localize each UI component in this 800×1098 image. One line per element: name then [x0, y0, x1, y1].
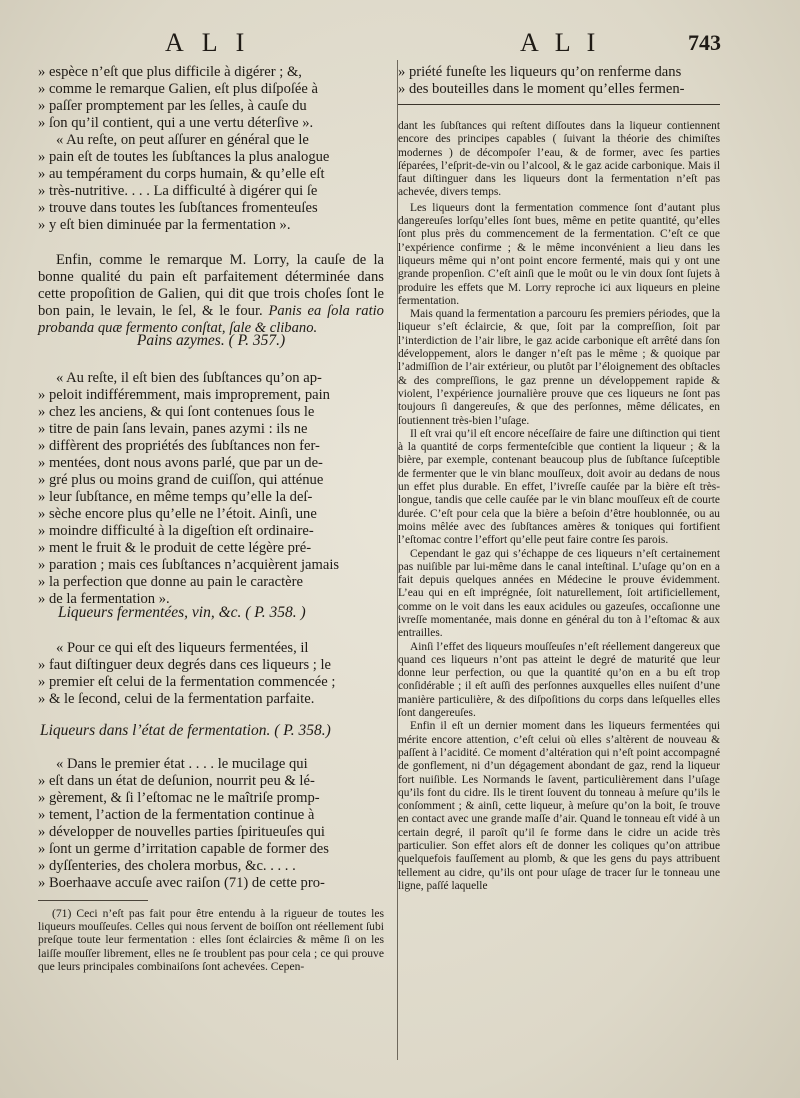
quote-liqueurs-fermentees	[38, 640, 384, 708]
footnote-block	[38, 900, 384, 973]
commentary-paragraph: Cependant le gaz qui s’échappe de ces liqueurs n’eſt certainement pas nuiſible par lui-même dans le canal inteſtinal. L’uſage qu’on en a fait depuis quelques années en Médecine le prouve évidemment. L’eau qui en eſt imprégnée, ſoit naturellement, ſoit artificiellement, comme on le voit dans les eaux acidules ou gazeuſes, occaſionne une ivreſſe momentanée, mais donne en général du ton à l’eſtomac & aux entrailles.	[398, 547, 720, 640]
paragraph-text: Enfin, comme le remarque M. Lorry, la cauſe de la bonne qualité du pain eſt parfaitement déterminée dans cette propoſition de Galien, qui dit que trois choſes ſont le bon pain, le levain, le ſel, & le four.	[38, 252, 384, 319]
footnote-cont-text: dant les ſubſtances qui reſtent diſſoutes dans la liqueur contiennent encore des principes capables ( ſuivant la théorie des chimiſtes modernes ) de décompoſer l’eau, & de former, avec ſes parties ſéparées, l’eſprit-de-vin ou l’alcool, & le gaz acide carbonique. Mais il faut diſtinguer dans les liqueurs dont la fermentation n’eſt pas achevée, divers temps.	[398, 120, 720, 199]
text-line: » gèrement, & ſi l’eſtomac ne le maîtriſe promp-	[38, 790, 320, 806]
footnote-rule	[38, 900, 148, 901]
text-line: » la perfection que donne au pain le caractère	[38, 574, 303, 590]
text-line: « Dans le premier état . . . . le mucilage qui	[56, 756, 308, 772]
text-line: » développer de nouvelles parties ſpiritueuſes qui	[38, 824, 325, 840]
commentary-paragraph: Enfin il eſt un dernier moment dans les liqueurs fermentées qui mérite encore attention, c’eſt celui où elles s’altèrent de nouveau & paſſent à l’acidité. Ce moment d’altération qui n’eſt point accompagné de gonflement, ni d’un dégagement abondant de gaz, rend la liqueur fort nuiſible. Les Normands le ſavent, particulièrement dans l’uſage qu’ils font du cidre. Ils le tirent ſouvent du tonneau à meſure qu’ils le conſomment ; & ainſi, cette liqueur, à meſure qu’on la boit, ſe trouve en contact avec une grande maſſe d’air. Quand le tonneau eſt vidé à un certain degré, il paroît qu’il ſe forme dans le cidre un acide très particulier. Son effet alors eſt de donner les coliques qu’on attribue quelquefois fauſſement au plomb, & que les gens du pays attribuent tellement au cidre, qu’ils ont pour uſage de tracer ſur le tonneau une ligne, paſſé laquelle	[398, 720, 720, 892]
text-line: » très-nutritive. . . . La difficulté à digérer qui ſe	[38, 183, 318, 199]
header-right-title: ALI	[520, 28, 612, 57]
footnote-separator	[398, 104, 720, 105]
commentary-paragraph: Mais quand la fermentation a parcouru ſes premiers périodes, que la liqueur s’eſt éclaircie, & que, ſoit par la compreſſion, ſoit par l’interdiction de l’air libre, le gaz acide carbonique eſt arrêté dans ſon développement, alors le danger n’eſt pas le même ; & quoique par l’admiſſion de l’air extérieur, ou plutôt par l’éloignement des obſtacles & des compreſſions, le gaz prenne un développement rapide & violent, l’expérience journalière prouve que ces liqueurs ne ſont pas toujours ſi dangereuſes, & que des perſonnes, même délicates, en ſoutiennent très-bien l’uſage.	[398, 308, 720, 427]
latin-quote: Panis ea ſola ratio probanda quæ fermento conſtat, ſale & clibano.	[38, 303, 384, 336]
text-line: » dyſſenteries, des cholera morbus, &c. . . . .	[38, 858, 296, 874]
text-line: » ſon qu’il contient, qui a une vertu déterſive ».	[38, 115, 314, 131]
text-line: » & le ſecond, celui de la fermentation parfaite.	[38, 691, 315, 707]
text-line: » des bouteilles dans le moment qu’elles fermen-	[398, 81, 685, 97]
text-line: » tement, l’action de la fermentation continue à	[38, 807, 315, 823]
section-heading-pains-azymes: Pains azymes. ( P. 357.)	[136, 332, 286, 349]
header-left-title: ALI	[165, 28, 263, 57]
commentary-paragraph: Il eſt vrai qu’il eſt encore néceſſaire de faire une diſtinction qui tient à la quantité de corps fermenteſcible que contient la liqueur ; & la bière, par exemple, contenant beaucoup plus de ſubſtance ſuſceptible de fermenter que le vin blanc mouſſeux, doit avoir au dedans de nous un effet plus durable. En effet, l’ivreſſe cauſée par la bière eſt très-longue, tandis que celle cauſée par le vin blanc mouſſeux eſt de courte durée. C’eſt pour cela que la bière a beſoin d’être houblonnée, ou au moins mêlée avec des ſubſtances amères & toniques qui fortifient l’eſtomac contre l’effort qu’elle peut faire contre ſes parois.	[398, 427, 720, 547]
text-line: « Au reſte, il eſt bien des ſubſtances qu’on ap-	[56, 370, 322, 386]
text-line: » comme le remarque Galien, eſt plus diſpoſée à	[38, 81, 319, 97]
section-heading-liqueurs-fermentees: Liqueurs fermentées, vin, &c. ( P. 358. )	[58, 604, 306, 621]
quote-etat-fermentation	[38, 756, 384, 892]
running-header	[0, 22, 800, 62]
text-line: » ſont un germe d’irritation capable de former des	[38, 841, 329, 857]
quote-galien	[38, 64, 384, 234]
text-line: » trouve dans toutes les ſubſtances fromenteuſes	[38, 200, 318, 216]
commentary-paragraph: Ainſi l’effet des liqueurs mouſſeuſes n’eſt réellement dangereux que quand ces liqueurs n’ont pas atteint le degré de maturité que leur donne leur perfection, ou que la quantité qu’on en a bu eſt trop conſidérable ; il eſt auſſi des perſonnes auxquelles elles nuiſent d’une manière particulière, & des diſpoſitions du corps dans leſquelles elles ſont dangereuſes.	[398, 640, 720, 720]
footnote-71: (71) Ceci n’eſt pas fait pour être entendu à la rigueur de toutes les liqueurs mouſſeuſes. Celles qui nous ſervent de boiſſon ont réellement ſubi preſque toute leur fermentation : elles ſont éclaircies & même ſi on les laiſſe mouſſer librement, elles ne ſe troublent pas pour cela ; ce qui prouve que leurs principales combinaiſons ſont achevées. Cepen-	[38, 907, 384, 973]
text-line: » faut diſtinguer deux degrés dans ces liqueurs ; le	[38, 657, 332, 673]
text-line: » mentées, dont nous avons parlé, que par un de-	[38, 455, 323, 471]
page-number: 743	[688, 30, 721, 55]
text-line: » titre de pain ſans levain, panes azymi : ils ne	[38, 421, 308, 437]
text-line: » au tempérament du corps humain, & qu’elle eſt	[38, 166, 325, 182]
text-line: » priété funeſte les liqueurs qu’on renferme dans	[398, 64, 682, 80]
quote-continuation	[398, 64, 728, 98]
text-line: » espèce n’eſt que plus difficile à digérer ; &,	[38, 64, 302, 80]
text-line: » paſſer promptement par les ſelles, à cauſe du	[38, 98, 307, 114]
footnote-continuation	[398, 120, 720, 893]
text-line: « Pour ce qui eſt des liqueurs fermentées, il	[56, 640, 309, 656]
paragraph-lorry	[38, 252, 384, 337]
text-line: » premier eſt celui de la fermentation commencée ;	[38, 674, 336, 690]
text-line: » de la fermentation ».	[38, 591, 170, 607]
text-line: » eſt dans un état de deſunion, nourrit peu & lé-	[38, 773, 315, 789]
text-line: « Au reſte, on peut aſſurer en général que le	[56, 132, 309, 148]
commentary-paragraph: Les liqueurs dont la fermentation commence ſont d’autant plus dangereuſes lorſqu’elles ſont bues, même en petite quantité, qu’elles ſont plus près du commencement de la fermentation. C’eſt ce que l’expérience confirme ; & le même inconvénient a lieu dans les liqueurs même qui n’ont point encore fermenté, mais qui y ont une grande propenſion. C’eſt ainſi que le moût ou le vin doux ſont ſujets à produire les effets que M. Lorry reproche ici aux liqueurs en pleine fermentation.	[398, 201, 720, 307]
text-line: » pain eſt de toutes les ſubſtances la plus analogue	[38, 149, 330, 165]
text-line: » ment le fruit & le produit de cette légère pré-	[38, 540, 312, 556]
text-line: » sèche encore plus qu’elle ne l’étoit. Ainſi, une	[38, 506, 317, 522]
text-line: » leur ſubſtance, en même temps qu’elle la deſ-	[38, 489, 313, 505]
text-line: » diffèrent des propriétés des ſubſtances non fer-	[38, 438, 320, 454]
text-line: » Boerhaave accuſe avec raiſon (71) de cette pro-	[38, 875, 325, 891]
text-line: » moindre difficulté à la digeſtion eſt ordinaire-	[38, 523, 314, 539]
text-line: » chez les anciens, & qui ſont contenues ſous le	[38, 404, 315, 420]
text-line: » y eſt bien diminuée par la fermentation ».	[38, 217, 291, 233]
text-line: » gré plus ou moins grand de cuiſſon, qui atténue	[38, 472, 324, 488]
section-heading-etat-fermentation: Liqueurs dans l’état de fermentation. ( P. 358.)	[40, 722, 331, 739]
text-line: » paration ; mais ces ſubſtances n’acquièrent jamais	[38, 557, 340, 573]
text-line: » peloit indifféremment, mais improprement, pain	[38, 387, 330, 403]
quote-pains-azymes	[38, 370, 384, 608]
